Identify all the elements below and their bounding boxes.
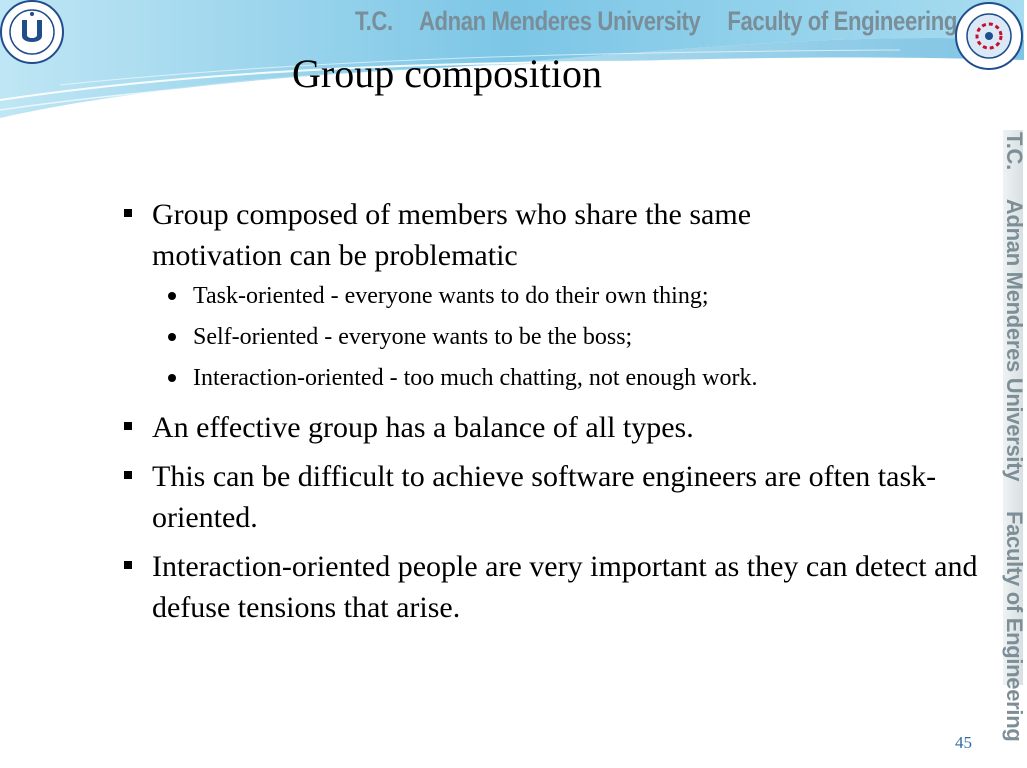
round-bullet-icon	[168, 292, 176, 300]
sub-bullet-list	[120, 276, 980, 399]
bullet-item	[120, 546, 980, 628]
side-faculty: Faculty of Engineering	[1002, 510, 1027, 742]
engineering-faculty-logo-icon	[955, 2, 1023, 70]
bullet-text: This can be difficult to achieve software engineers are often task-oriented.	[152, 460, 937, 534]
bullet-item	[120, 194, 980, 276]
square-bullet-icon	[124, 471, 132, 479]
sub-bullet-item	[120, 317, 980, 358]
sub-bullet-item	[120, 276, 980, 317]
university-logo-icon	[0, 0, 64, 64]
side-banner-text	[1001, 132, 1027, 766]
square-bullet-icon	[124, 561, 132, 569]
banner-faculty: Faculty of Engineering	[727, 6, 958, 36]
bullet-item	[120, 407, 980, 448]
sub-bullet-text: Self-oriented - everyone wants to be the boss;	[193, 324, 633, 350]
bullet-text: Interaction-oriented people are very important as they can detect and defuse tensions that arise.	[152, 550, 978, 624]
bullet-text: Group composed of members who share the same motivation can be problematic	[152, 198, 752, 272]
banner-tc: T.C.	[355, 6, 393, 36]
page-number: 45	[955, 733, 972, 752]
square-bullet-icon	[124, 422, 132, 430]
slide-content	[120, 194, 980, 636]
round-bullet-icon	[168, 333, 176, 341]
side-tc: T.C.	[1002, 132, 1027, 170]
sub-bullet-text: Interaction-oriented - too much chatting, not enough work.	[193, 365, 758, 391]
banner-university: Adnan Menderes University	[418, 6, 701, 36]
sub-bullet-item	[120, 358, 980, 399]
square-bullet-icon	[124, 209, 132, 217]
bullet-item	[120, 456, 980, 538]
bullet-text: An effective group has a balance of all types.	[152, 411, 694, 444]
side-university: Adnan Menderes University	[1002, 198, 1027, 482]
round-bullet-icon	[168, 374, 176, 382]
sub-bullet-text: Task-oriented - everyone wants to do their own thing;	[193, 283, 709, 309]
header-banner-text	[355, 6, 978, 37]
slide-title: Group composition	[292, 51, 602, 96]
